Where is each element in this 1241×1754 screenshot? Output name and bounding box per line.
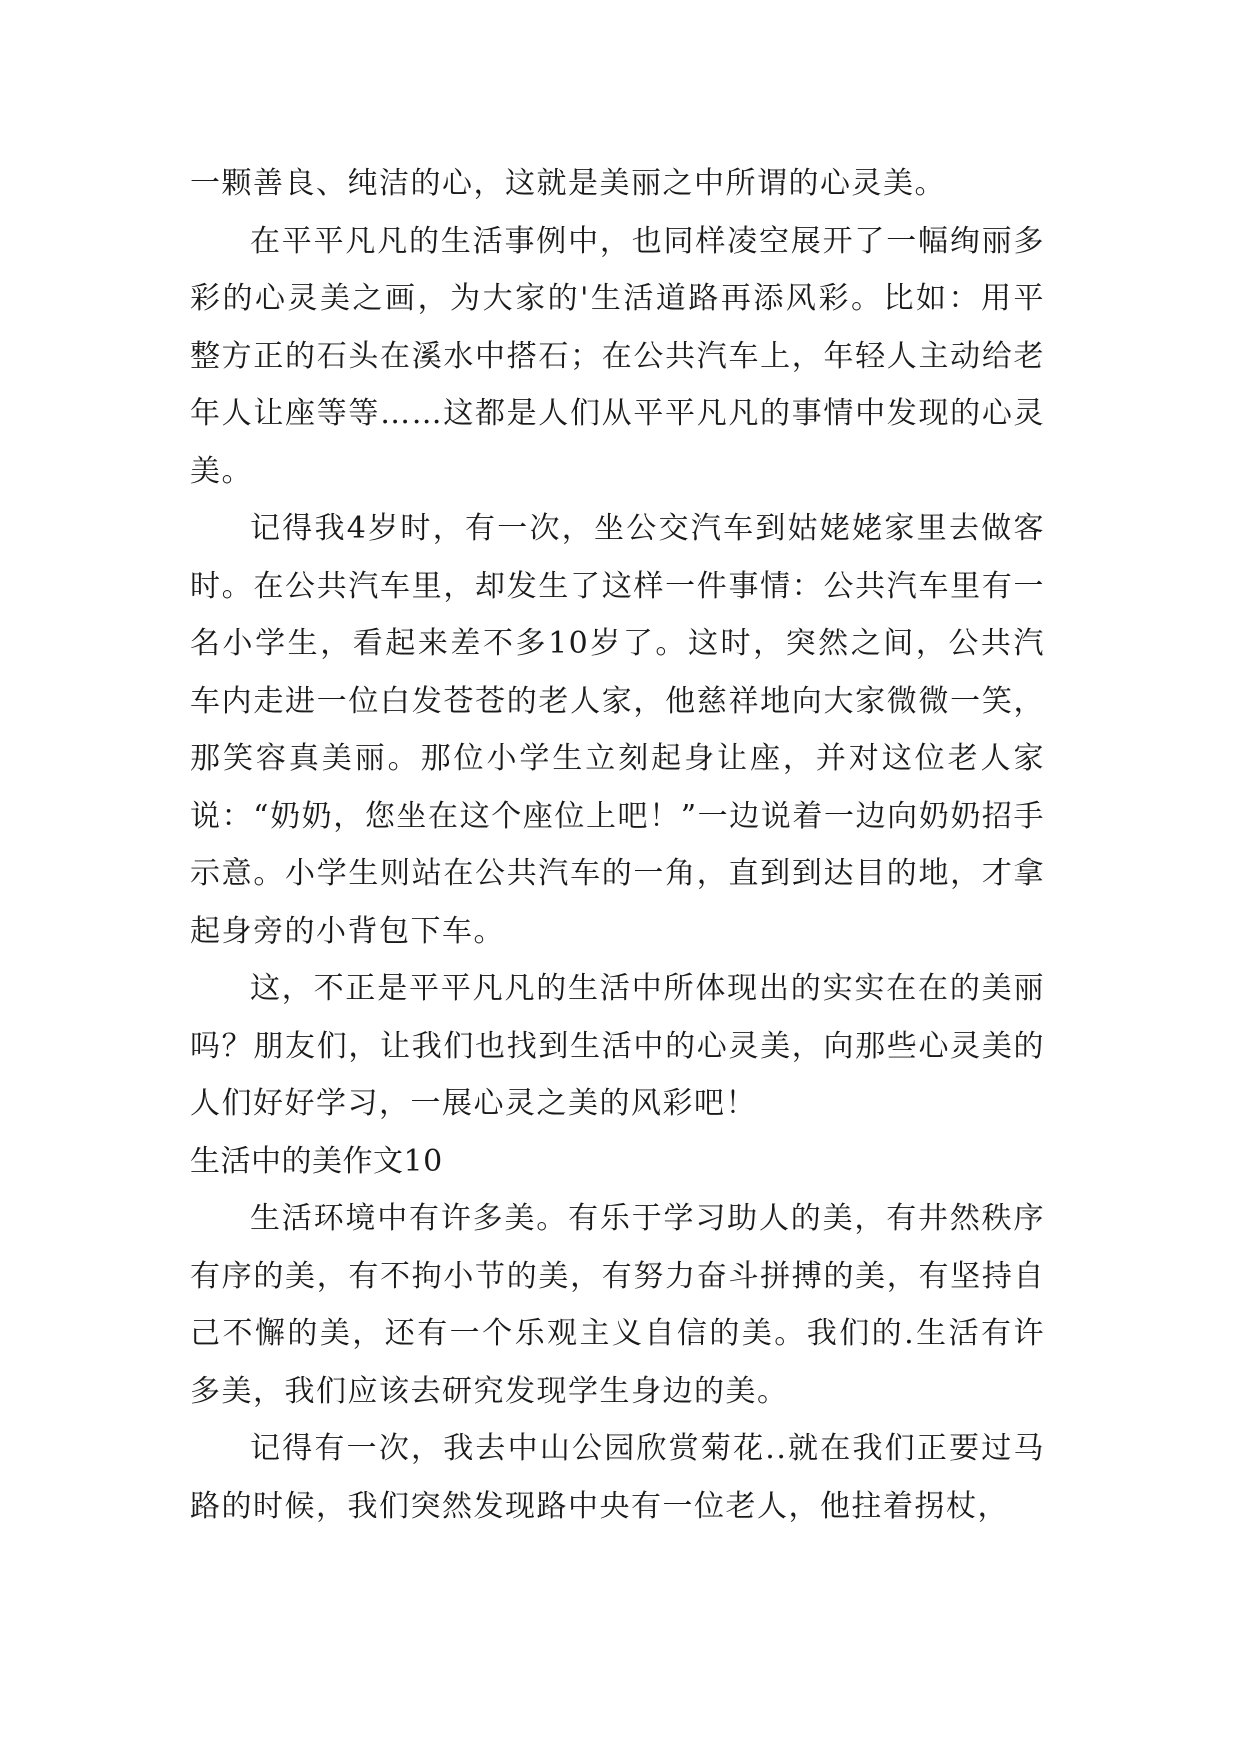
paragraph: 在平平凡凡的生活事例中，也同样凌空展开了一幅绚丽多彩的心灵美之画，为大家的'生活道路再添风彩。比如：用平整方正的石头在溪水中搭石；在公共汽车上，年轻人主动给老年人让座等等……这都是人们从平平凡凡的事情中发现的心灵美。 xyxy=(190,223,1045,489)
document-body xyxy=(190,155,1045,1535)
paragraph-continued: 一颗善良、纯洁的心，这就是美丽之中所谓的心灵美。 xyxy=(190,166,946,201)
paragraph: 生活环境中有许多美。有乐于学习助人的美，有井然秩序有序的美，有不拘小节的美，有努力奋斗拼搏的美，有坚持自己不懈的美，还有一个乐观主义自信的美。我们的.生活有许多美，我们应该去研究发现学生身边的美。 xyxy=(190,1201,1045,1409)
section-title: 生活中的美作文10 xyxy=(190,1143,443,1179)
paragraph: 记得我4岁时，有一次，坐公交汽车到姑姥姥家里去做客时。在公共汽车里，却发生了这样一件事情：公共汽车里有一名小学生，看起来差不多10岁了。这时，突然之间，公共汽车内走进一位白发苍苍的老人家，他慈祥地向大家微微一笑，那笑容真美丽。那位小学生立刻起身让座，并对这位老人家说：“奶奶，您坐在这个座位上吧！”一边说着一边向奶奶招手示意。小学生则站在公共汽车的一角，直到到达目的地，才拿起身旁的小背包下车。 xyxy=(190,511,1045,949)
paragraph: 记得有一次，我去中山公园欣赏菊花..就在我们正要过马路的时候，我们突然发现路中央有一位老人，他拄着拐杖， xyxy=(190,1431,1045,1524)
paragraph: 这，不正是平平凡凡的生活中所体现出的实实在在的美丽吗？朋友们，让我们也找到生活中的心灵美，向那些心灵美的人们好好学习，一展心灵之美的风彩吧！ xyxy=(190,971,1045,1121)
